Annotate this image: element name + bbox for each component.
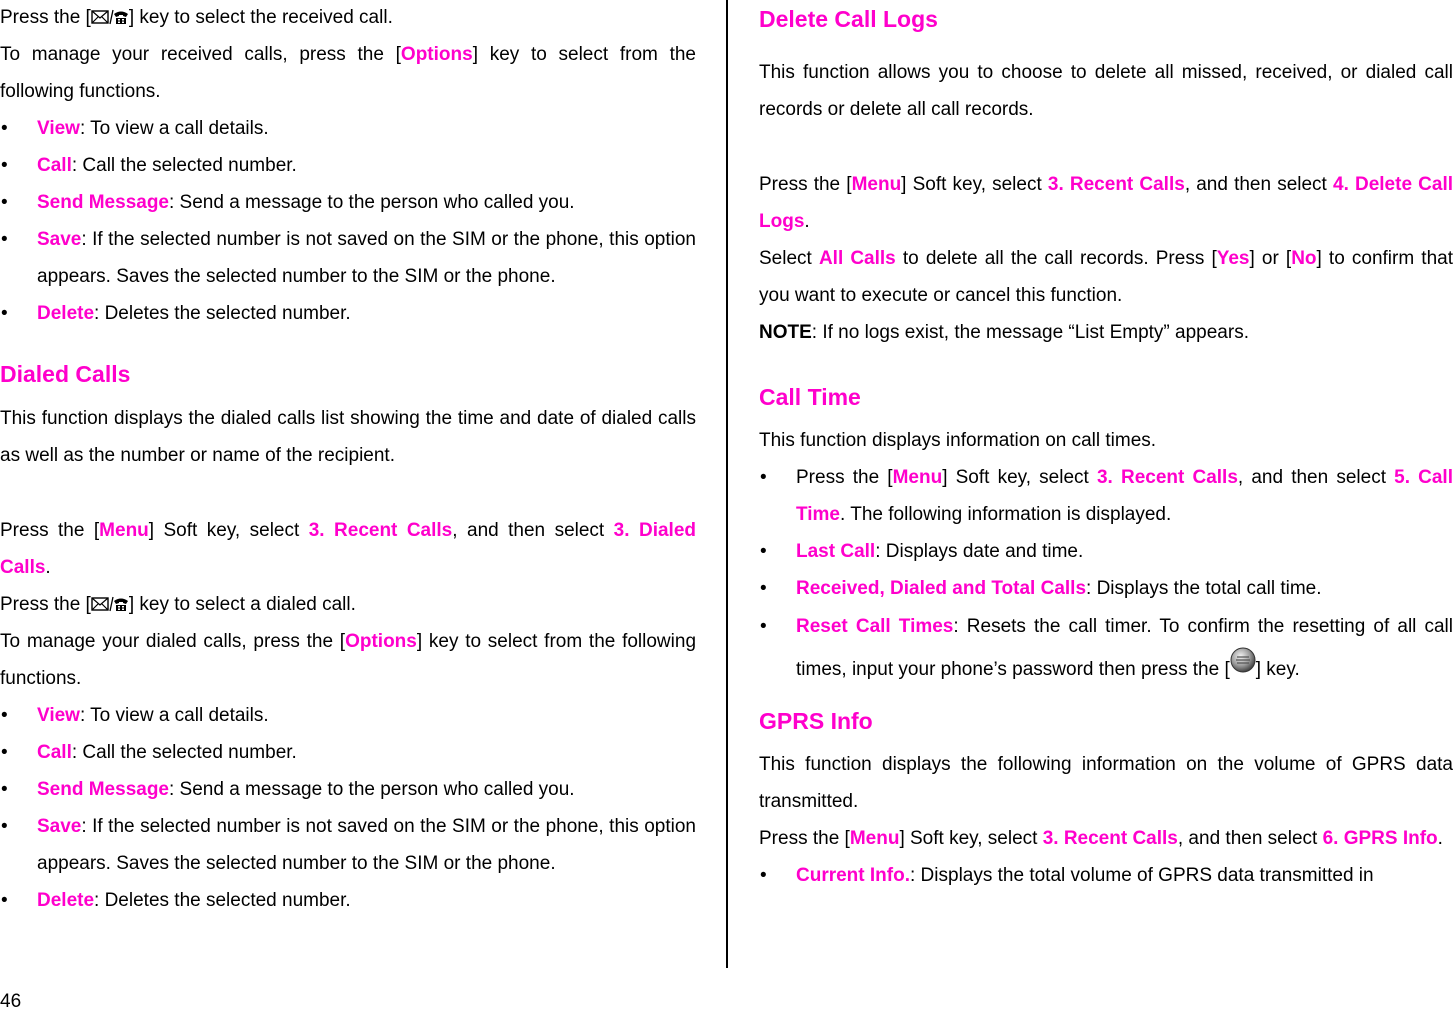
recent-calls-label: 3. Recent Calls bbox=[308, 520, 453, 541]
received-select-text bbox=[0, 0, 696, 36]
text: ] key to select from the following functions. bbox=[0, 44, 696, 102]
text: ] Soft key, select bbox=[899, 828, 1043, 849]
delete-select-text bbox=[759, 240, 1453, 314]
text: . bbox=[1437, 828, 1443, 849]
option-desc: : Resets the call timer. To confirm the resetting of all call times, input your phone’s password then press the [ bbox=[796, 616, 1453, 680]
list-item bbox=[0, 882, 696, 919]
received-options-text bbox=[0, 36, 696, 110]
left-column bbox=[0, 0, 696, 919]
text: , and then select bbox=[1184, 174, 1333, 195]
text: ] key. bbox=[1255, 659, 1300, 680]
text: to delete all the call records. Press [ bbox=[895, 248, 1217, 269]
option-term: Call bbox=[37, 155, 72, 176]
text: Press the [ bbox=[0, 520, 100, 541]
text: ] key to select a dialed call. bbox=[128, 594, 356, 615]
text: : If no logs exist, the message “List Empty” appears. bbox=[811, 322, 1249, 343]
option-desc: : Displays the total call time. bbox=[1086, 578, 1322, 599]
gprs-menu-path bbox=[759, 820, 1453, 857]
option-term: Reset Call Times bbox=[796, 616, 954, 637]
text: Press the [ bbox=[759, 828, 850, 849]
dialed-options-list bbox=[0, 697, 696, 919]
option-term: View bbox=[37, 705, 80, 726]
calltime-list bbox=[759, 459, 1453, 690]
list-item bbox=[759, 857, 1453, 894]
delete-description: This function allows you to choose to delete all missed, received, or dialed call records or delete all call records. bbox=[759, 62, 1453, 120]
options-key-label: Options bbox=[400, 44, 473, 65]
option-desc: : Displays date and time. bbox=[875, 541, 1084, 562]
option-term: Last Call bbox=[796, 541, 876, 562]
option-term: Delete bbox=[37, 303, 95, 324]
list-item bbox=[0, 808, 696, 882]
option-desc: : To view a call details. bbox=[79, 705, 269, 726]
text: , and then select bbox=[1177, 828, 1323, 849]
option-term: Save bbox=[37, 816, 82, 837]
option-term: View bbox=[37, 118, 80, 139]
message-phone-key-icon bbox=[91, 595, 129, 613]
text: . bbox=[45, 557, 51, 578]
spacer bbox=[0, 474, 696, 512]
option-term: Delete bbox=[37, 890, 95, 911]
list-item bbox=[0, 221, 696, 295]
menu-key-label: Menu bbox=[892, 467, 943, 488]
menu-key-label: Menu bbox=[849, 828, 900, 849]
note-label: NOTE bbox=[759, 322, 812, 343]
dialed-options-text bbox=[0, 623, 696, 697]
option-term: Call bbox=[37, 742, 72, 763]
menu-key-label: Menu bbox=[99, 520, 149, 541]
delete-call-logs-label: 4. Delete Call Logs bbox=[759, 174, 1453, 232]
column-divider bbox=[726, 0, 728, 968]
section-heading-call-time: Call Time bbox=[759, 384, 861, 410]
text: ] key to select the received call. bbox=[128, 7, 393, 28]
option-term: Current Info. bbox=[796, 865, 910, 886]
text: Press the [ bbox=[759, 174, 852, 195]
all-calls-label: All Calls bbox=[818, 248, 896, 269]
received-options-list bbox=[0, 110, 696, 332]
text: , and then select bbox=[452, 520, 614, 541]
text: ] Soft key, select bbox=[901, 174, 1048, 195]
right-column bbox=[759, 0, 1453, 894]
option-desc: : Deletes the selected number. bbox=[94, 303, 351, 324]
option-desc: : Send a message to the person who called you. bbox=[169, 779, 575, 800]
gprs-list bbox=[759, 857, 1453, 894]
list-item bbox=[0, 734, 696, 771]
list-item bbox=[0, 147, 696, 184]
options-key-label: Options bbox=[345, 631, 417, 652]
list-item bbox=[0, 110, 696, 147]
list-item bbox=[0, 697, 696, 734]
recent-calls-label: 3. Recent Calls bbox=[1096, 467, 1238, 488]
option-desc: : If the selected number is not saved on the SIM or the phone, this option appears. Saves the selected number to the SIM or the phone. bbox=[37, 816, 696, 874]
yes-key-label: Yes bbox=[1216, 248, 1250, 269]
option-term: Received, Dialed and Total Calls bbox=[796, 578, 1087, 599]
dialed-menu-path bbox=[0, 512, 696, 586]
list-item bbox=[759, 459, 1453, 533]
no-key-label: No bbox=[1291, 248, 1317, 269]
text: Press the [ bbox=[796, 467, 893, 488]
list-item bbox=[0, 771, 696, 808]
text: Press the [ bbox=[0, 7, 91, 28]
list-item bbox=[0, 295, 696, 332]
option-desc: : Call the selected number. bbox=[71, 742, 297, 763]
text: ] Soft key, select bbox=[942, 467, 1097, 488]
recent-calls-label: 3. Recent Calls bbox=[1047, 174, 1185, 195]
text: . The following information is displayed. bbox=[840, 504, 1172, 525]
text: ] to confirm that you want to execute or cancel this function. bbox=[759, 248, 1453, 306]
dialed-select-text bbox=[0, 586, 696, 623]
text: Select bbox=[759, 248, 819, 269]
text: To manage your dialed calls, press the [ bbox=[0, 631, 346, 652]
option-desc: : Send a message to the person who called you. bbox=[169, 192, 575, 213]
list-item bbox=[759, 607, 1453, 690]
text: . bbox=[804, 211, 810, 232]
option-desc: : If the selected number is not saved on the SIM or the phone, this option appears. Saves the selected number to the SIM or the phone. bbox=[37, 229, 696, 287]
call-time-label: 5. Call Time bbox=[796, 467, 1453, 525]
gprs-description: This function displays the following information on the volume of GPRS data transmitted. bbox=[759, 754, 1453, 812]
option-term: Send Message bbox=[37, 779, 169, 800]
dialed-calls-label: 3. Dialed Calls bbox=[0, 520, 696, 578]
option-term: Save bbox=[37, 229, 82, 250]
section-heading-dialed-calls: Dialed Calls bbox=[0, 361, 131, 387]
option-term: Send Message bbox=[37, 192, 169, 213]
text: ] key to select from the following functions. bbox=[0, 631, 697, 689]
recent-calls-label: 3. Recent Calls bbox=[1042, 828, 1178, 849]
option-desc: : Call the selected number. bbox=[71, 155, 297, 176]
list-item bbox=[0, 184, 696, 221]
text: ] or [ bbox=[1249, 248, 1292, 269]
page-number: 46 bbox=[0, 991, 22, 1012]
spacer bbox=[759, 128, 1453, 166]
option-desc: : Displays the total volume of GPRS data transmitted in bbox=[910, 865, 1374, 886]
note-text bbox=[759, 314, 1453, 351]
ok-key-icon bbox=[1230, 647, 1256, 673]
option-desc: : Deletes the selected number. bbox=[94, 890, 351, 911]
delete-menu-path bbox=[759, 166, 1453, 240]
text: ] Soft key, select bbox=[148, 520, 309, 541]
section-heading-gprs-info: GPRS Info bbox=[759, 708, 873, 734]
list-item bbox=[759, 570, 1453, 607]
text: Press the [ bbox=[0, 594, 91, 615]
message-phone-key-icon bbox=[91, 8, 129, 26]
calltime-description: This function displays information on call times. bbox=[759, 430, 1157, 451]
menu-key-label: Menu bbox=[851, 174, 902, 195]
text: , and then select bbox=[1237, 467, 1395, 488]
text: To manage your received calls, press the [ bbox=[0, 44, 401, 65]
dialed-description: This function displays the dialed calls list showing the time and date of dialed calls as well as the number or name of the recipient. bbox=[0, 408, 696, 466]
gprs-info-label: 6. GPRS Info bbox=[1322, 828, 1438, 849]
list-item bbox=[759, 533, 1453, 570]
section-heading-delete-call-logs: Delete Call Logs bbox=[759, 6, 938, 32]
option-desc: : To view a call details. bbox=[79, 118, 269, 139]
